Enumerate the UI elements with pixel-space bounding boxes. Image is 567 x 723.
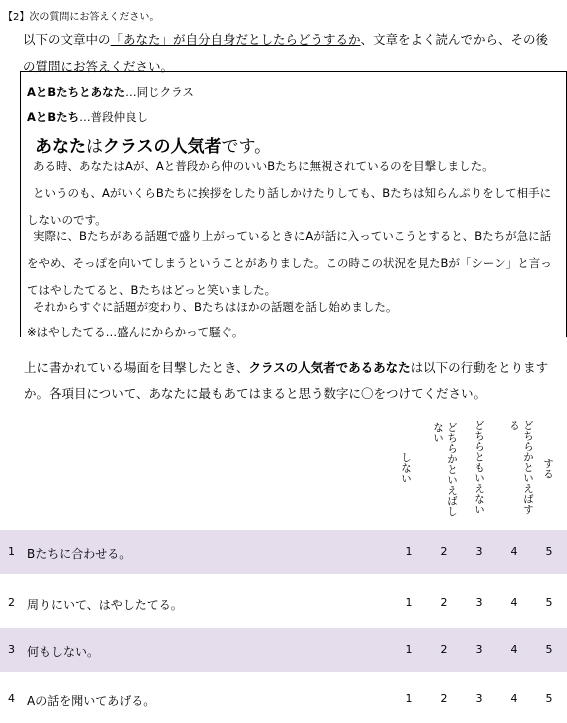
option-2[interactable]: 2 [440,643,448,656]
item-row-2 [0,581,567,625]
item-row-1 [0,530,567,574]
option-5[interactable]: 5 [545,692,553,705]
option-4[interactable]: 4 [510,643,518,656]
item-text: Bたちに合わせる。 [27,547,132,561]
option-2[interactable]: 2 [440,692,448,705]
story-paragraph-4: それからすぐに話題が変わり、Bたちはほかの話題を話し始めました。 [33,300,398,314]
story-paragraph-1: ある時、あなたはAが、Aと普段から仲のいいBたちに無視されているのを目撃しました。 [33,159,494,173]
story-paragraph-2: というのも、AがいくらBたちに挨拶をしたり話しかけたりしても、Bたちは知らんぷりをして相手にしないのです。 [27,186,552,227]
relation-line-1: AとBたちとあなた…同じクラス [27,85,194,99]
story-headline: あなたはクラスの人気者です。 [35,137,272,157]
option-5[interactable]: 5 [545,545,553,558]
option-1[interactable]: 1 [405,596,413,609]
scale-header-2: どちらかといえばしない [432,422,458,517]
option-2[interactable]: 2 [440,545,448,558]
option-4[interactable]: 4 [510,545,518,558]
item-row-3 [0,628,567,672]
story-paragraph-3: 実際に、Bたちがある話題で盛り上がっているときにAが話に入っていこうとすると、Bたちが急に話をやめ、そっぽを向いてしまうということがありました。この時この状況を見たBが「シーン」と言ってはやしたてると、Bたちはどっと笑いました。 [27,229,552,297]
option-3[interactable]: 3 [475,596,483,609]
question-2-text: 上に書かれている場面を目撃したとき、クラスの人気者であるあなたは以下の行動をとりますか。各項目について、あなたに最もあてはまると思う数字に〇をつけてください。 [24,360,549,401]
story-box [20,71,567,337]
option-1[interactable]: 1 [405,692,413,705]
option-2[interactable]: 2 [440,596,448,609]
option-4[interactable]: 4 [510,596,518,609]
option-5[interactable]: 5 [545,643,553,656]
item-number: 4 [8,692,15,705]
scale-header-5: する [542,458,554,479]
option-3[interactable]: 3 [475,643,483,656]
instruction-underlined: 「あなた」が自分自身だとしたらどうするか [110,32,361,47]
item-number: 3 [8,643,15,656]
item-row-4 [0,677,567,721]
scale-header-4: どちらかといえばする [508,420,534,515]
scale-header-3: どちらともいえない [473,420,485,515]
option-3[interactable]: 3 [475,545,483,558]
instruction-post: 、文章をよく読んでから、その後の質問にお答えください。 [23,32,549,74]
option-1[interactable]: 1 [405,545,413,558]
relation-line-2: AとBたち…普段仲良し [27,110,149,124]
scale-header-1: しない [400,452,412,484]
item-text: Aの話を聞いてあげる。 [27,694,156,708]
item-text: 何もしない。 [27,645,100,659]
option-3[interactable]: 3 [475,692,483,705]
question-number: 【2】次の質問にお答えください。 [3,12,160,23]
item-text: 周りにいて、はやしたてる。 [27,598,183,612]
option-1[interactable]: 1 [405,643,413,656]
story-note: ※はやしたてる…盛んにからかって騒ぐ。 [27,325,244,339]
instruction-pre: 以下の文章中の [23,32,111,47]
item-number: 2 [8,596,15,609]
option-5[interactable]: 5 [545,596,553,609]
option-4[interactable]: 4 [510,692,518,705]
item-number: 1 [8,545,15,558]
